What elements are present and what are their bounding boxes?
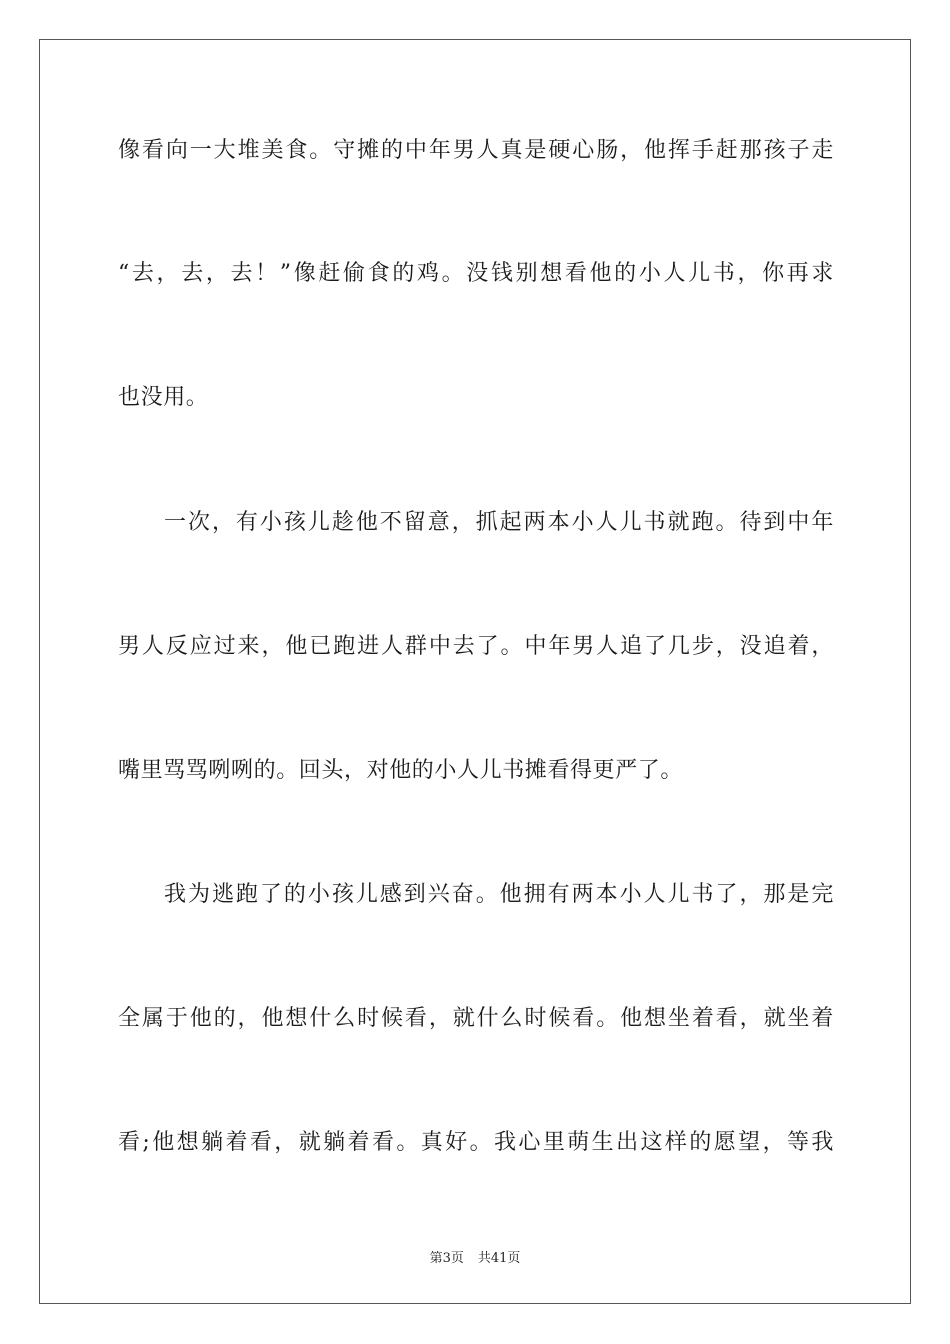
text-line: 看;他想躺着看，就躺着看。真好。我心里萌生出这样的愿望，等我: [118, 1130, 834, 1155]
total-pages: 共41页: [477, 1251, 521, 1266]
page-footer: [0, 1247, 950, 1266]
text-line: 嘴里骂骂咧咧的。回头，对他的小人儿书摊看得更严了。: [118, 758, 684, 783]
page-border: [39, 39, 911, 1304]
page-number: 第3页: [429, 1251, 464, 1266]
text-line: “去，去，去！”像赶偷食的鸡。没钱别想看他的小人儿书，你再求: [118, 261, 834, 286]
paragraph-first-line: 我为逃跑了的小孩儿感到兴奋。他拥有两本小人儿书了，那是完: [164, 882, 834, 907]
text-line: 全属于他的，他想什么时候看，就什么时候看。他想坐着看，就坐着: [118, 1006, 834, 1031]
text-line: 像看向一大堆美食。守摊的中年男人真是硬心肠，他挥手赶那孩子走: [118, 138, 834, 163]
text-line: 也没用。: [118, 385, 209, 410]
text-line: 男人反应过来，他已跑进人群中去了。中年男人追了几步，没追着，: [118, 634, 834, 659]
paragraph-first-line: 一次，有小孩儿趁他不留意，抓起两本小人儿书就跑。待到中年: [164, 510, 834, 535]
